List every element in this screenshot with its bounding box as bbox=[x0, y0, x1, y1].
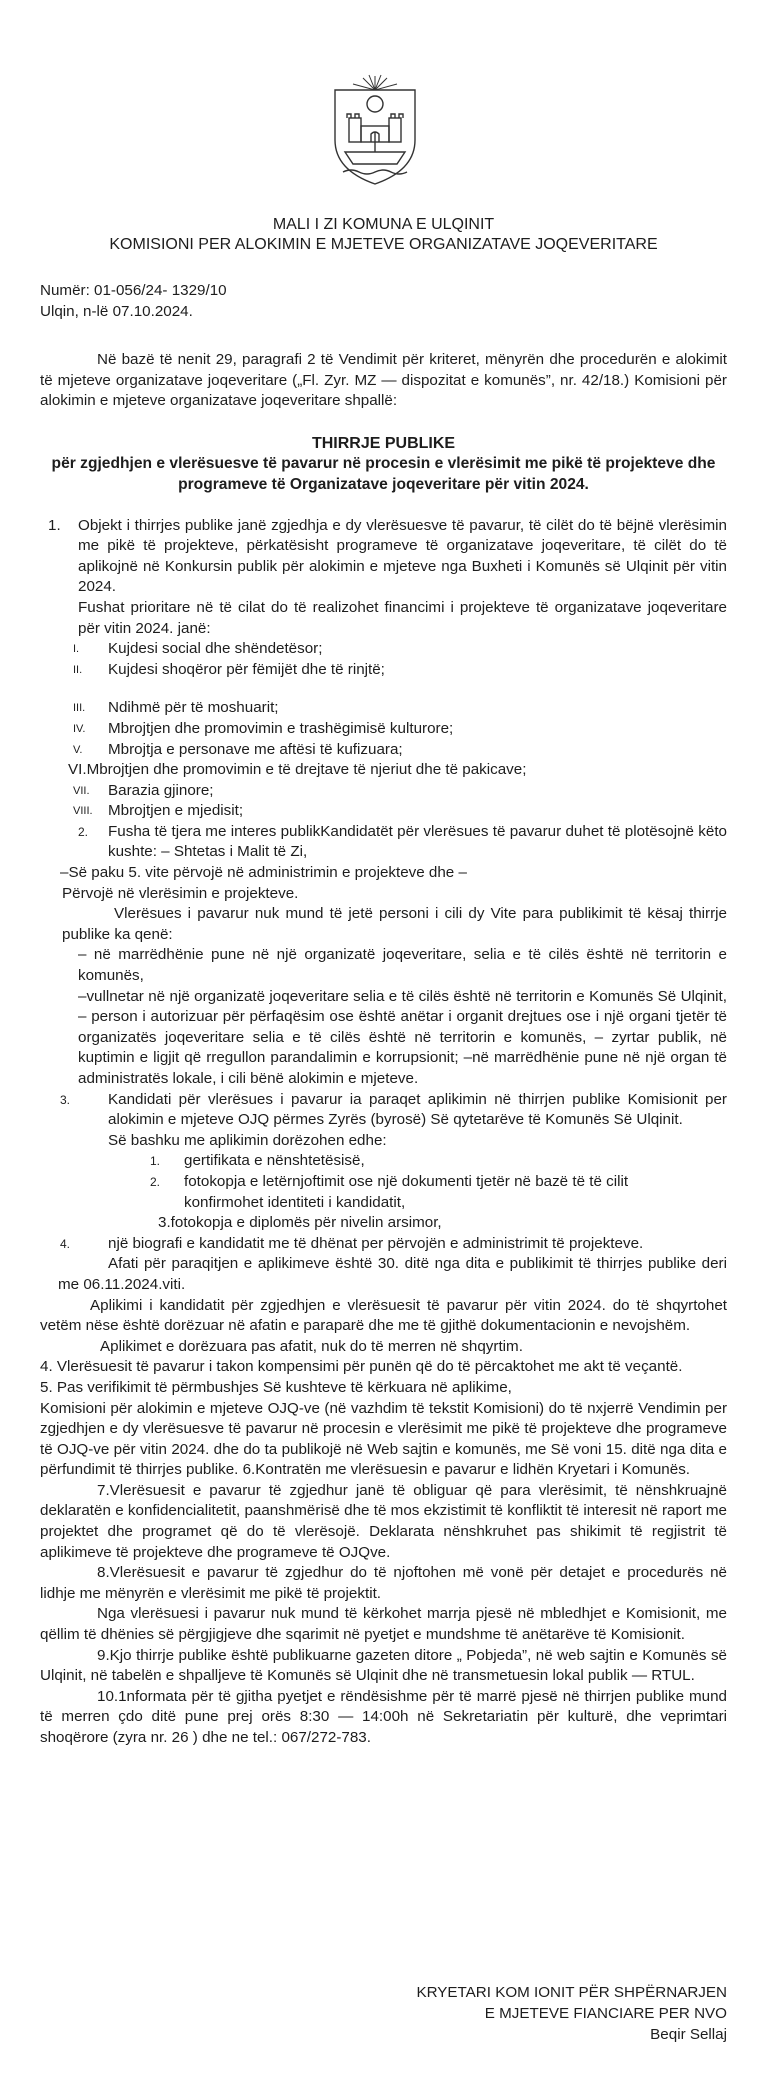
section-2-number: 2. bbox=[78, 824, 89, 839]
list-item: 2. fotokopja e letërnjoftimit ose një dokumenti tjetër në bazë të të cilit konfirmohet identiteti i kandidatit, bbox=[150, 1172, 629, 1211]
priority-areas-list bbox=[40, 639, 727, 822]
intro-paragraph: Në bazë të nenit 29, paragrafi 2 të Vendimit për kriteret, mënyrën dhe procedurën e alokimit të mjeteve organizatave joqeveritare („Fl. Zyr. MZ — dispozitat e komunës”, nr. 42/18.) Komisioni për alokimin e mjeteve organizatave joqeveritare shpallë: bbox=[40, 351, 727, 410]
list-item: I. Kujdesi social dhe shëndetësor; bbox=[73, 640, 323, 658]
section-3 bbox=[40, 1090, 727, 1234]
section-4 bbox=[40, 1234, 727, 1358]
section-3-text: Kandidati për vlerësues i pavarur ia paraqet aplikimin në thirrjen publike Komisionit per alokimin e mjeteve OJQ përmes Zyrës (byrosë) Së qytetarëve të Komunës Së Ulqinit. bbox=[108, 1090, 727, 1129]
publication-paragraph: 9.Kjo thirrje publike është publikuarne gazeten ditore „ Pobjeda”, në web sajtin e Komunës së Ulqinit, në tabelën e shpalljeve të Komunës së Ulqinit dhe në transmetuesin lokal publik — RTUL. bbox=[40, 1646, 727, 1685]
list-item: 1. gertifikata e nënshtetësisë, bbox=[150, 1152, 365, 1170]
signature-title-2: E MJETEVE FIANCIARE PER NVO bbox=[484, 2005, 727, 2022]
section-2-text: Fusha të tjera me interes publikKandidatët për vlerësues të pavarur duhet të plotësojnë këto kushte: – Shtetas i Malit të Zi, bbox=[108, 822, 727, 861]
document-meta bbox=[40, 280, 227, 322]
document-number: Numër: 01-056/24- 1329/10 bbox=[40, 282, 227, 299]
list-item: VI. Mbrojtjen dhe promovimin e të drejtave të njeriut dhe të pakicave; bbox=[68, 761, 527, 779]
section-4-number: 4. bbox=[60, 1236, 71, 1251]
verification-paragraph: 5. Pas verifikimit të përmbushjes Së kushteve të kërkuara në aplikime, bbox=[40, 1378, 512, 1396]
late-paragraph: Aplikimet e dorëzuara pas afatit, nuk do të merren në shqyrtim. bbox=[100, 1337, 523, 1355]
list-item: VII. Barazia gjinore; bbox=[73, 781, 214, 799]
signature-block bbox=[416, 1982, 727, 2045]
section-1-fields: Fushat prioritare në të cilat do të realizohet financimi i projekteve të organizatave joqeveritare për vitin 2024. janë: bbox=[78, 598, 727, 637]
title-line-2: për zgjedhjen e vlerësuesve të pavarur në procesin e vlerësimit me pikë të projekteve dhe programeve të Organizatave joqeveritare për vitin 2024. bbox=[51, 455, 716, 493]
meetings-paragraph: Nga vlerësuesi i pavarur nuk mund të kërkohet marrja pjesë në mbledhjet e Komisionit, me qëllim të dhënies së përgjigjeve dhe sqarimit në pyetjet e mundshme të anëtarëve të Komisionit. bbox=[40, 1605, 727, 1644]
list-item: VIII. Mbrojtjen e mjedisit; bbox=[73, 802, 244, 820]
document-header bbox=[40, 215, 727, 255]
ineligibility-1: – në marrëdhënie pune në një organizatë joqeveritare, selia e të cilës është në territorin e komunës, bbox=[78, 946, 727, 985]
confidentiality-paragraph: 7.Vlerësuesit e pavarur të zgjedhur janë të obliguar që para vlerësimit, të nënshkruajnë deklaratën e konfidencialitetit, paanshmërisë dhe të mos ekzistimit të konfliktit të interesit në raport me projektet dhe programet që do të vlerësojë. Deklarata nënshkruhet pas shikimit të regjistrit të aplikimeve të projekteve dhe programeve të OJQve. bbox=[40, 1481, 727, 1561]
section-4-text: një biografi e kandidatit me të dhënat per përvojën e administrimit të projekteve. bbox=[108, 1234, 644, 1252]
document-place-date: Ulqin, n-lë 07.10.2024. bbox=[40, 303, 193, 320]
information-paragraph: 10.1nformata për të gjitha pyetjet e rëndësishme për të marrë pjesë në thirrjen publike mund të merren çdo ditë pune prej orës 8:30 — 14:00h në Sekretariatin për kulturë, dhe veprimtari shoqërore (zyra nr. 26 ) dhe ne tel.: 067/272-783. bbox=[40, 1687, 727, 1746]
signature-name: Beqir Sellaj bbox=[650, 2026, 727, 2043]
list-item: 3.fotokopja e diplomës për nivelin arsimor, bbox=[158, 1214, 442, 1232]
section-2 bbox=[40, 822, 727, 1090]
list-item: III. Ndihmë për të moshuarit; bbox=[73, 699, 279, 717]
notification-paragraph: 8.Vlerësuesit e pavarur të zgjedhur do të njoftohen më vonë për detajet e procedurës në lidhje me mënyrën e vlerësimit me pikë të projektit. bbox=[40, 1564, 727, 1602]
municipality-crest-icon bbox=[325, 70, 425, 188]
header-line-2: KOMISIONI PER ALOKIMIN E MJETEVE ORGANIZATAVE JOQEVERITARE bbox=[109, 236, 658, 253]
decision-paragraph: Komisioni për alokimin e mjeteve OJQ-ve (në vazhdim të tekstit Komisioni) do të nxjerrë Vendimin per zgjedhjen e dy vlerësuesve të pavarur në procesin e vlerësimit me pikë të projekteve dhe programeve të OJQ-ve për vitin 2024. dhe do ta publikojë në Web sajtin e komunës, me Së voni 15. ditë nga dita e përfundimit të thirrjes publike. 6.Kontratën me vlerësuesin e pavarur e lidhën Kryetari i Komunës. bbox=[40, 1399, 727, 1479]
compensation-paragraph: 4. Vlerësuesit të pavarur i takon kompensimi për punën që do të përcaktohet me akt të veçantë. bbox=[40, 1358, 683, 1376]
condition-evaluation: Përvojë në vlerësimin e projekteve. bbox=[62, 884, 299, 902]
document-body bbox=[40, 350, 727, 1749]
ineligibility-intro: Vlerësues i pavarur nuk mund të jetë personi i cili dy Vite para publikimit të kësaj thirrje publike ka qenë: bbox=[62, 905, 727, 943]
section-1-number: 1. bbox=[48, 516, 61, 534]
header-line-1: MALI I ZI KOMUNA E ULQINIT bbox=[272, 216, 495, 233]
deadline-paragraph: Afati për paraqitjen e aplikimeve është 30. ditë nga dita e publikimit të thirrjes publike deri me 06.11.2024.viti. bbox=[58, 1255, 727, 1293]
section-3-with: Së bashku me aplikimin dorëzohen edhe: bbox=[108, 1131, 387, 1149]
section-3-number: 3. bbox=[60, 1092, 71, 1107]
list-item: IV. Mbrojtjen dhe promovimin e trashëgimisë kulturore; bbox=[73, 719, 454, 737]
document-title bbox=[40, 434, 727, 496]
condition-experience: –Së paku 5. vite përvojë në administrimin e projekteve dhe – bbox=[60, 864, 467, 882]
review-paragraph: Aplikimi i kandidatit për zgjedhjen e vlerësuesit të pavarur për vitin 2024. do të shqyrtohet vetëm nëse është dorëzuar në afatin e paraparë dhe me të gjithë dokumentacionin e nevojshëm. bbox=[40, 1296, 727, 1335]
ineligibility-2: –vullnetar në një organizatë joqeveritare selia e të cilës është në territorin e Komunës Së Ulqinit, – person i autorizuar për përfaqësim ose është anëtar i organit drejtues ose i një organi tjetër të organizatës joqeveritare selia e të cilës është në territorin e komunës, – zyrtar publik, në kuptimin e ligjit që rregullon parandalimin e korrupsionit; –në marrëdhënie pune në një organ të administratës lokale, i cili bënë alokimin e mjeteve. bbox=[78, 987, 727, 1087]
section-1 bbox=[40, 516, 727, 640]
list-item: II. Kujdesi shoqëror për fëmijët dhe të rinjtë; bbox=[73, 660, 385, 678]
section-1-text: Objekt i thirrjes publike janë zgjedhja e dy vlerësuesve të pavarur, të cilët do të bëjnë vlerësimin me pikë të projekteve, përkatësisht programeve të organizatave joqeveritare, të cilët do të aplikojnë në Konkursin publik për alokimin e mjeteve nga Buxheti i Komunës së Ulqinit për vitin 2024. bbox=[78, 516, 727, 596]
list-item: V. Mbrojtja e personave me aftësi të kufizuara; bbox=[73, 740, 403, 758]
title-line-1: THIRRJE PUBLIKE bbox=[311, 434, 456, 452]
signature-title-1: KRYETARI KOM IONIT PËR SHPËRNARJEN bbox=[416, 1984, 727, 2001]
